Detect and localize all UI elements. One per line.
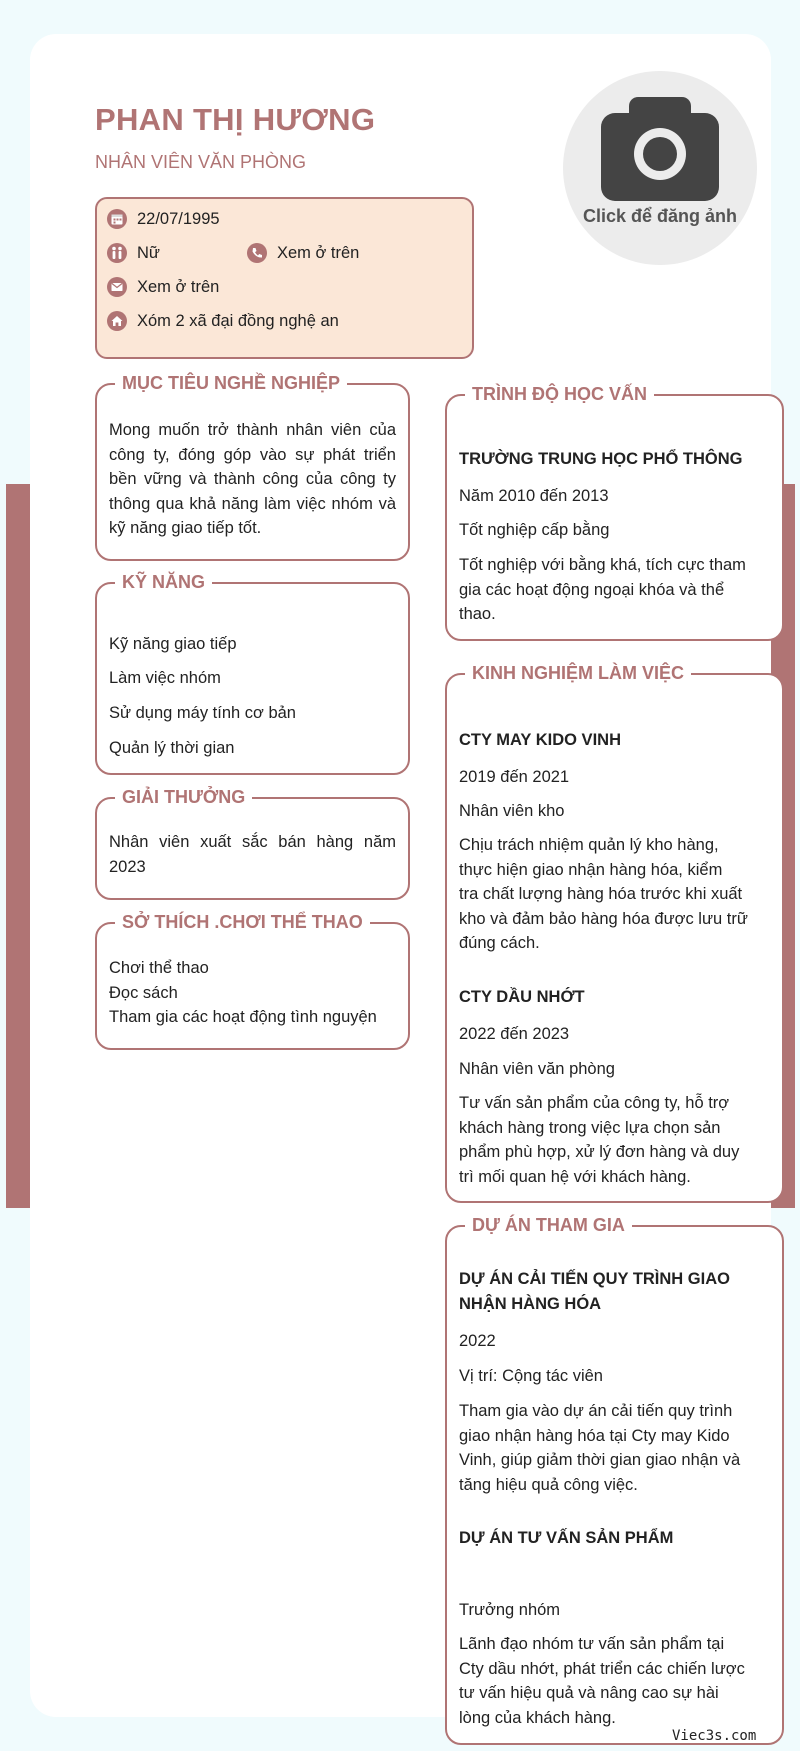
project-desc: Lãnh đạo nhóm tư vấn sản phẩm tại Cty dầu nhớt, phát triển các chiến lược tư vấn hiệu quả và nâng cao sự hài lòng của khách hàng. (459, 1635, 745, 1727)
project-name: DỰ ÁN CẢI TIẾN QUY TRÌNH GIAO NHẬN HÀNG HÓA (459, 1270, 730, 1313)
job-period: 2019 đến 2021 (459, 768, 570, 786)
email-value: Xem ở trên (137, 277, 220, 296)
projects-title: DỰ ÁN THAM GIA (465, 1213, 632, 1237)
school-name: TRƯỜNG TRUNG HỌC PHỔ THÔNG (459, 450, 743, 468)
hobby-item: Đọc sách (109, 983, 178, 1002)
project-name: DỰ ÁN TƯ VẤN SẢN PHẨM (459, 1529, 674, 1547)
project-year: 2022 (459, 1332, 496, 1350)
objective-section (95, 373, 410, 561)
phone-icon (247, 243, 267, 263)
job-desc: Chịu trách nhiệm quản lý kho hàng, thực hiện giao nhận hàng hóa, kiểm tra chất lượng hàng hóa trước khi xuất kho và đảm bảo hàng hóa được lưu trữ đúng cách. (459, 836, 748, 952)
job-desc: Tư vấn sản phẩm của công ty, hỗ trợ khách hàng trong việc lựa chọn sản phẩm phù hợp, xử lý đơn hàng và duy trì mối quan hệ với khách hàng. (459, 1094, 740, 1186)
photo-upload[interactable] (563, 71, 757, 265)
contact-info-box (95, 197, 474, 359)
gender-value: Nữ (137, 243, 160, 262)
skills-section (95, 572, 410, 775)
education-title: TRÌNH ĐỘ HỌC VẤN (465, 382, 654, 406)
project-desc: Tham gia vào dự án cải tiến quy trình giao nhận hàng hóa tại Cty may Kido Vinh, giúp giảm thời gian giao nhận và tăng hiệu quả công việc. (459, 1402, 741, 1494)
job-position: Nhân viên kho (459, 802, 565, 820)
awards-section (95, 787, 410, 900)
skill-item: Kỹ năng giao tiếp (109, 635, 237, 653)
address-row (107, 311, 339, 331)
phone-value: Xem ở trên (277, 243, 360, 262)
skill-item: Sử dụng máy tính cơ bản (109, 704, 296, 722)
objective-title: MỤC TIÊU NGHỀ NGHIỆP (115, 371, 347, 395)
hobbies-section (95, 912, 410, 1050)
experience-title: KINH NGHIỆM LÀM VIỆC (465, 661, 691, 685)
skills-title: KỸ NĂNG (115, 570, 212, 594)
projects-section (445, 1215, 784, 1745)
hobbies-list (109, 956, 377, 1030)
gender-row (107, 243, 160, 263)
education-degree: Tốt nghiệp cấp bằng (459, 521, 610, 539)
address-value: Xóm 2 xã đại đồng nghệ an (137, 311, 339, 330)
objective-text: Mong muốn trở thành nhân viên của công ty, đóng góp vào sự phát triển bền vững và thành công của công ty thông qua khả năng làm việc nhóm và kỹ năng giao tiếp tốt. (109, 421, 396, 537)
education-desc: Tốt nghiệp với bằng khá, tích cực tham gia các hoạt động ngoại khóa và thể thao. (459, 556, 746, 623)
job-company: CTY DẦU NHỚT (459, 988, 585, 1006)
job-position: Nhân viên văn phòng (459, 1060, 615, 1078)
hobbies-title: SỞ THÍCH .CHƠI THỂ THAO (115, 910, 370, 934)
camera-icon (601, 97, 719, 201)
calendar-icon (107, 209, 127, 229)
birthday-value: 22/07/1995 (137, 209, 220, 228)
gender-icon (107, 243, 127, 263)
hobby-item: Chơi thể thao (109, 959, 209, 977)
project-role: Trưởng nhóm (459, 1601, 561, 1619)
phone-row (247, 243, 359, 263)
candidate-name: PHAN THỊ HƯƠNG (95, 102, 376, 137)
experience-section (445, 663, 784, 1203)
photo-upload-label: Click để đăng ảnh (582, 206, 738, 226)
job-company: CTY MAY KIDO VINH (459, 731, 621, 749)
email-row (107, 277, 219, 297)
email-icon (107, 277, 127, 297)
watermark: Viec3s.com (672, 1728, 757, 1744)
education-period: Năm 2010 đến 2013 (459, 487, 609, 505)
education-section (445, 384, 784, 641)
hobby-item: Tham gia các hoạt động tình nguyện (109, 1008, 377, 1026)
cv-page (30, 34, 771, 1727)
left-accent-bar (6, 484, 30, 1208)
awards-text: Nhân viên xuất sắc bán hàng năm 2023 (109, 833, 396, 876)
job-title: NHÂN VIÊN VĂN PHÒNG (95, 152, 307, 172)
home-icon (107, 311, 127, 331)
skill-item: Quản lý thời gian (109, 739, 235, 757)
project-role: Vị trí: Cộng tác viên (459, 1367, 603, 1385)
job-period: 2022 đến 2023 (459, 1025, 570, 1043)
skill-item: Làm việc nhóm (109, 669, 221, 687)
awards-title: GIẢI THƯỞNG (115, 785, 252, 809)
birthday-row (107, 209, 220, 229)
